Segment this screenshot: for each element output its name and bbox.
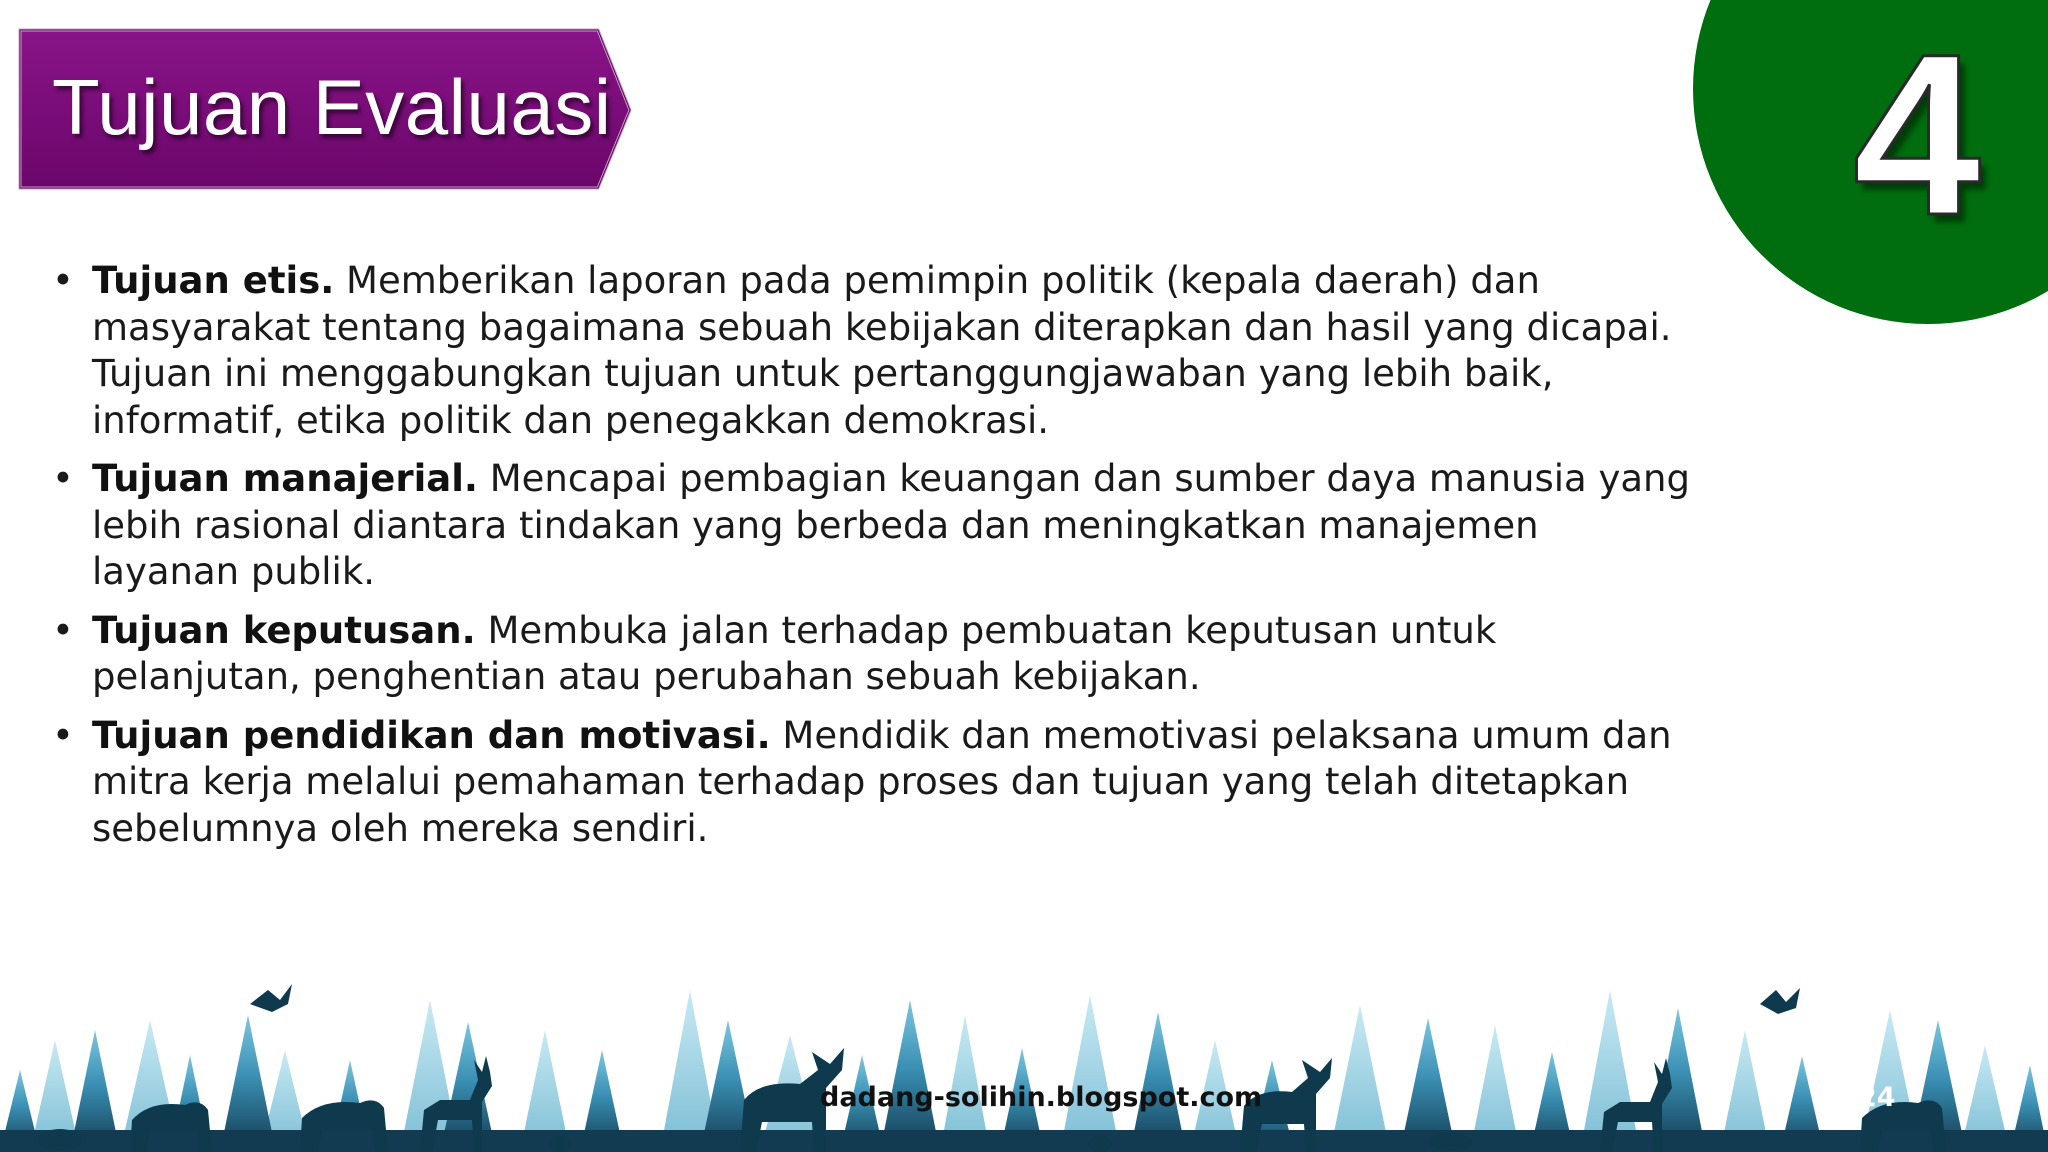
bullet-list <box>50 258 1690 864</box>
forest-footer <box>0 960 2048 1152</box>
bullet-heading: Tujuan manajerial. <box>92 457 478 500</box>
bullet-heading: Tujuan pendidikan dan motivasi. <box>92 713 771 757</box>
bullet-marker: • <box>52 713 74 757</box>
bullet-item-etis <box>50 258 1690 444</box>
bird-icon <box>250 984 292 1012</box>
bullet-marker: • <box>52 457 74 500</box>
bullet-text: Mendidik dan memotivasi pelaksana umum dan mitra kerja melalui pemahaman terhadap proses dan tujuan yang telah ditetapkan sebelumnya oleh mereka sendiri. <box>92 713 1672 850</box>
number-badge: 4 <box>1853 6 1981 263</box>
wolf-icon <box>38 1129 82 1151</box>
bullet-marker: • <box>52 608 74 652</box>
forest-silhouette <box>0 960 2048 1152</box>
rabbit-icon <box>548 1136 572 1152</box>
bullet-text: Mencapai pembagian keuangan dan sumber daya manusia yang lebih rasional diantara tindakan yang berbeda dan meningkatkan manajemen layanan publik. <box>92 457 1690 593</box>
bullet-text: Memberikan laporan pada pemimpin politik (kepala daerah) dan masyarakat tentang bagaimana sebuah kebijakan diterapkan dan hasil yang dicapai. Tujuan ini menggabungkan tujuan untuk pertanggungjawaban yang lebih baik, informatif, etika politik dan penegakkan demokrasi. <box>92 259 1672 442</box>
bullet-item-pendidikan <box>50 713 1690 853</box>
title-banner <box>18 28 632 188</box>
bullet-text: Membuka jalan terhadap pembuatan keputusan untuk pelanjutan, penghentian atau perubahan sebuah kebijakan. <box>92 608 1497 698</box>
bullet-item-manajerial <box>50 456 1690 596</box>
rabbit-icon <box>1088 1136 1112 1152</box>
slide-page-number: 24 <box>1858 1082 1896 1113</box>
footer-website-link[interactable]: dadang-solihin.blogspot.com <box>820 1082 1263 1113</box>
bullet-marker: • <box>52 259 74 302</box>
bullet-item-keputusan <box>50 608 1690 701</box>
slide-title: Tujuan Evaluasi <box>52 63 612 151</box>
bullet-heading: Tujuan keputusan. <box>92 608 476 652</box>
bullet-heading: Tujuan etis. <box>92 259 335 302</box>
bird-icon <box>1760 988 1800 1014</box>
fox-icon <box>1428 1133 1472 1151</box>
